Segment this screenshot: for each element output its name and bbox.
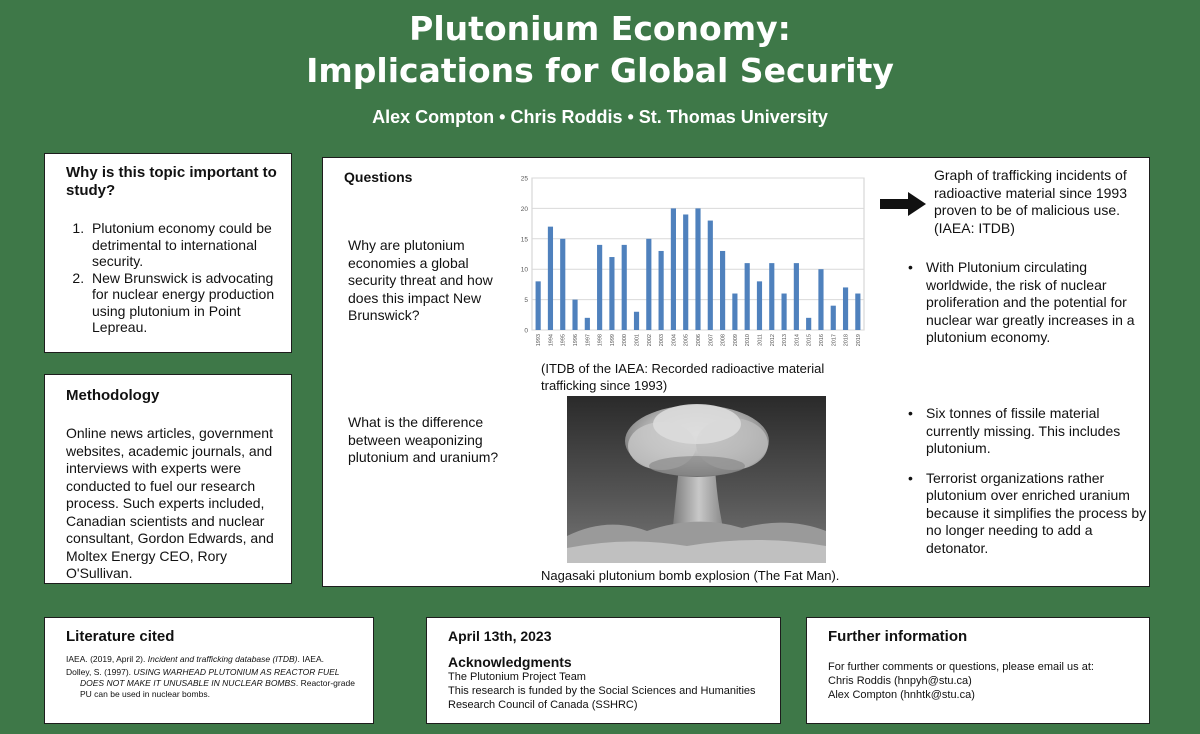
x-tick-label: 1999 [609, 334, 616, 347]
poster-title [0, 8, 1200, 92]
literature-heading: Literature cited [66, 628, 175, 645]
x-tick-label: 2018 [843, 334, 850, 347]
bullets-weaponizing [908, 405, 1148, 569]
reference-1: IAEA. (2019, April 2). Incident and trafficking database (ITDB). IAEA. [66, 654, 324, 664]
graph-description: Graph of trafficking incidents of radioactive material since 1993 proven to be of malicious use. (IAEA: ITDB) [934, 167, 1127, 236]
why-important-box [44, 153, 292, 353]
x-tick-label: 2007 [708, 334, 715, 347]
bar-2002 [646, 239, 651, 330]
x-tick-label: 1998 [597, 334, 604, 347]
x-tick-label: 2014 [794, 334, 801, 347]
question-1: Why are plutonium economies a global security threat and how does this impact New Brunswick? [348, 237, 493, 323]
why-list [88, 220, 277, 336]
x-tick-label: 2009 [732, 334, 739, 347]
bar-2018 [843, 287, 848, 330]
x-tick-label: 2016 [818, 334, 825, 347]
bullets-proliferation [908, 259, 1148, 359]
why-item-2: 2. New Brunswick is advocating for nuclear energy production using plutonium in Point Lepreau. [88, 270, 277, 336]
x-tick-label: 1993 [536, 334, 543, 347]
trafficking-bar-chart [510, 166, 870, 358]
x-tick-label: 2001 [634, 334, 641, 347]
x-tick-label: 1997 [585, 334, 592, 347]
x-tick-label: 2012 [769, 334, 776, 347]
acknowledgments-team: The Plutonium Project Team [448, 671, 586, 683]
bar-1998 [597, 245, 602, 330]
bar-1996 [572, 300, 577, 330]
bar-2005 [683, 214, 688, 330]
bar-1999 [609, 257, 614, 330]
y-tick-label: 5 [524, 297, 528, 305]
bar-1997 [585, 318, 590, 330]
questions-box [322, 157, 1150, 587]
bar-2012 [769, 263, 774, 330]
further-information-box [806, 617, 1150, 724]
bar-1995 [560, 239, 565, 330]
question-2: What is the difference between weaponizing plutonium and uranium? [348, 414, 499, 465]
methodology-heading: Methodology [66, 387, 160, 404]
bar-2016 [818, 269, 823, 330]
x-tick-label: 2005 [683, 334, 690, 347]
x-tick-label: 2010 [745, 334, 752, 347]
further-heading: Further information [828, 628, 968, 645]
acknowledgments-box [426, 617, 781, 724]
further-text [828, 660, 1135, 702]
bar-2004 [671, 208, 676, 330]
title-line-2: Implications for Global Security [306, 51, 894, 90]
photo-caption: Nagasaki plutonium bomb explosion (The Fat Man). [541, 568, 840, 583]
x-tick-label: 2006 [696, 334, 702, 347]
poster-date: April 13th, 2023 [448, 628, 552, 644]
bar-2007 [708, 221, 713, 330]
x-tick-label: 1996 [573, 334, 580, 347]
y-tick-label: 20 [520, 205, 528, 213]
x-tick-label: 1994 [548, 334, 555, 347]
x-tick-label: 2002 [646, 334, 653, 347]
bullet-proliferation: • With Plutonium circulating worldwide, the risk of nuclear proliferation and the potential for nuclear war greatly increases in a plutonium economy. [908, 259, 1148, 347]
bar-1994 [548, 227, 553, 330]
y-tick-label: 0 [524, 327, 528, 335]
further-line-1: For further comments or questions, please email us at: [828, 661, 1094, 673]
mushroom-cloud-photo [567, 396, 826, 563]
acknowledgments-funding: This research is funded by the Social Sciences and Humanities Research Council of Canada (SSHRC) [448, 685, 756, 711]
authors: Alex Compton • Chris Roddis • St. Thomas University [372, 107, 828, 127]
bullet-terrorist-organizations: • Terrorist organizations rather plutonium over enriched uranium because it simplifies the process by no longer needing to add a detonator. [908, 470, 1148, 558]
y-tick-label: 10 [520, 266, 528, 274]
methodology-box [44, 374, 292, 584]
bar-2013 [781, 294, 786, 330]
x-tick-label: 2013 [782, 334, 789, 347]
y-tick-label: 15 [520, 236, 528, 244]
x-tick-label: 2008 [720, 334, 727, 347]
why-heading: Why is this topic important to study? [66, 164, 277, 199]
contact-chris[interactable]: Chris Roddis (hnpyh@stu.ca) [828, 675, 972, 687]
why-item-1: 1. Plutonium economy could be detrimental to international security. [88, 220, 277, 270]
x-tick-label: 2003 [659, 334, 666, 347]
bar-2008 [720, 251, 725, 330]
references [66, 654, 359, 700]
questions-heading: Questions [344, 169, 413, 185]
x-tick-label: 2011 [757, 334, 764, 346]
reference-2: Dolley, S. (1997). USING WARHEAD PLUTONIUM AS REACTOR FUEL DOES NOT MAKE IT UNUSABLE IN NUCLEAR BOMBS. Reactor-grade PU can be used in nuclear bombs. [66, 667, 355, 699]
bar-2006 [695, 208, 700, 330]
bar-2015 [806, 318, 811, 330]
methodology-text: Online news articles, government websites, academic journals, and interviews with experts were conducted to fuel our research process. Such experts included, Canadian scientists and nuclear consultant, Gordon Edwards, and Moltex Energy CEO, Rory O'Sullivan. [66, 425, 274, 581]
bar-2000 [622, 245, 627, 330]
x-tick-label: 1995 [560, 334, 567, 347]
bar-2010 [745, 263, 750, 330]
bar-2011 [757, 281, 762, 330]
contact-alex[interactable]: Alex Compton (hnhtk@stu.ca) [828, 689, 975, 701]
y-tick-label: 25 [520, 175, 528, 183]
x-tick-label: 2015 [806, 334, 813, 347]
bar-2001 [634, 312, 639, 330]
literature-cited-box [44, 617, 374, 724]
bullet-missing-material: • Six tonnes of fissile material currently missing. This includes plutonium. [908, 405, 1148, 458]
bar-2019 [855, 294, 860, 330]
title-line-1: Plutonium Economy: [409, 9, 791, 48]
acknowledgments-heading: Acknowledgments [448, 654, 572, 670]
bar-1993 [536, 281, 541, 330]
right-arrow-icon [880, 192, 926, 216]
x-tick-label: 2017 [831, 334, 838, 347]
x-tick-label: 2000 [622, 334, 629, 347]
x-tick-label: 2004 [671, 334, 678, 347]
chart-caption: (ITDB of the IAEA: Recorded radioactive material trafficking since 1993) [541, 361, 825, 393]
bar-2014 [794, 263, 799, 330]
x-tick-label: 2019 [855, 334, 862, 347]
bar-2017 [831, 306, 836, 330]
bar-2009 [732, 294, 737, 330]
bar-2003 [659, 251, 664, 330]
